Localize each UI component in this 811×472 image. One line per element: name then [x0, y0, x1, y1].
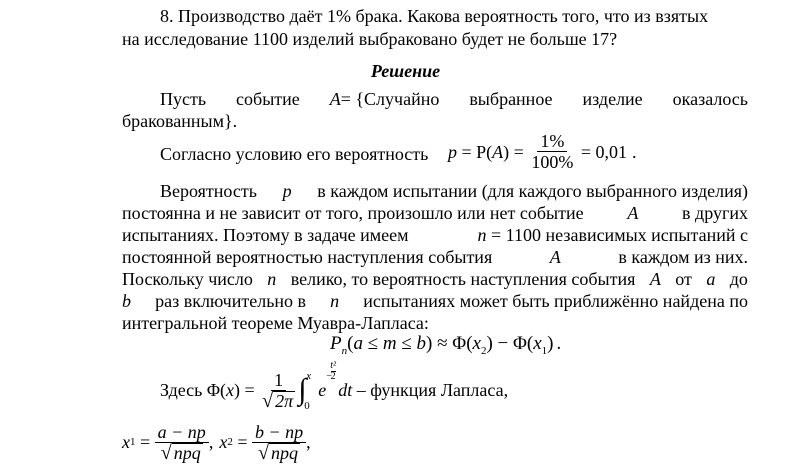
paragraph-line-1: Вероятность p в каждом испытании (для каждого выбранного изделия) — [160, 181, 748, 201]
moivre-laplace-formula: $P_n(a \le m \le b) \approx \Phi(x_2) - \Phi(x_1)$ . — [330, 333, 562, 357]
laplace-fraction: 1 √ 2π — [262, 369, 294, 412]
paragraph-line-2: постоянна и не зависит от того, произошло или нет событие A в других — [122, 203, 748, 223]
solution-heading: Решение — [370, 61, 441, 81]
paragraph-line-4: постоянной вероятностью наступления события A в каждом из них. — [122, 247, 748, 267]
probability-text: Согласно условию его вероятность — [160, 144, 429, 164]
event-word: выбранное — [469, 89, 553, 109]
probability-formula: p = P( A ) = $\frac{1\%}{100\%}$ = 0,01 . — [448, 131, 637, 172]
exponent: e t² 2 − — [318, 360, 336, 400]
event-line-1 — [160, 88, 748, 110]
laplace-function: Здесь Φ( x ) = 1 √ 2π ∫ x 0 e t² 2 − dt – функция Лапласа, — [160, 360, 509, 412]
paragraph-line-7: интегральной теореме Муавра-Лапласа: — [122, 313, 429, 333]
x-definitions: x 1 = a − np √ npq , x 2 = b − np √ npq , — [122, 421, 311, 464]
event-definition: A= {Случайно — [329, 89, 440, 109]
event-word: оказалось — [672, 89, 748, 109]
problem-line-1: 8. Производство даёт 1% брака. Какова вероятность того, что из взятых — [160, 6, 709, 26]
event-word: изделие — [582, 89, 643, 109]
probability-fraction: $\frac{1\%}{100\%}$ — [531, 131, 574, 172]
event-word: Пусть — [160, 89, 207, 109]
paragraph-line-6: b раз включительно в n испытаниях может быть приближённо найдена по — [122, 291, 748, 311]
x2-fraction: b − np √ npq — [252, 422, 306, 463]
paragraph-line-5: Поскольку число n велико, то вероятность наступления события A от a до — [122, 269, 748, 289]
sqrt-2pi: √ 2π — [262, 389, 294, 412]
integral-sign: ∫ x 0 — [298, 370, 312, 412]
event-word: событие — [236, 89, 300, 109]
x1-fraction: a − np √ npq — [155, 422, 209, 463]
paragraph-line-3: испытаниях. Поэтому в задаче имеем n = 1100 независимых испытаний с — [122, 225, 748, 245]
problem-line-2: на исследование 1100 изделий выбраковано будет не больше 17? — [122, 29, 618, 49]
event-line-2: бракованным}. — [122, 111, 238, 131]
